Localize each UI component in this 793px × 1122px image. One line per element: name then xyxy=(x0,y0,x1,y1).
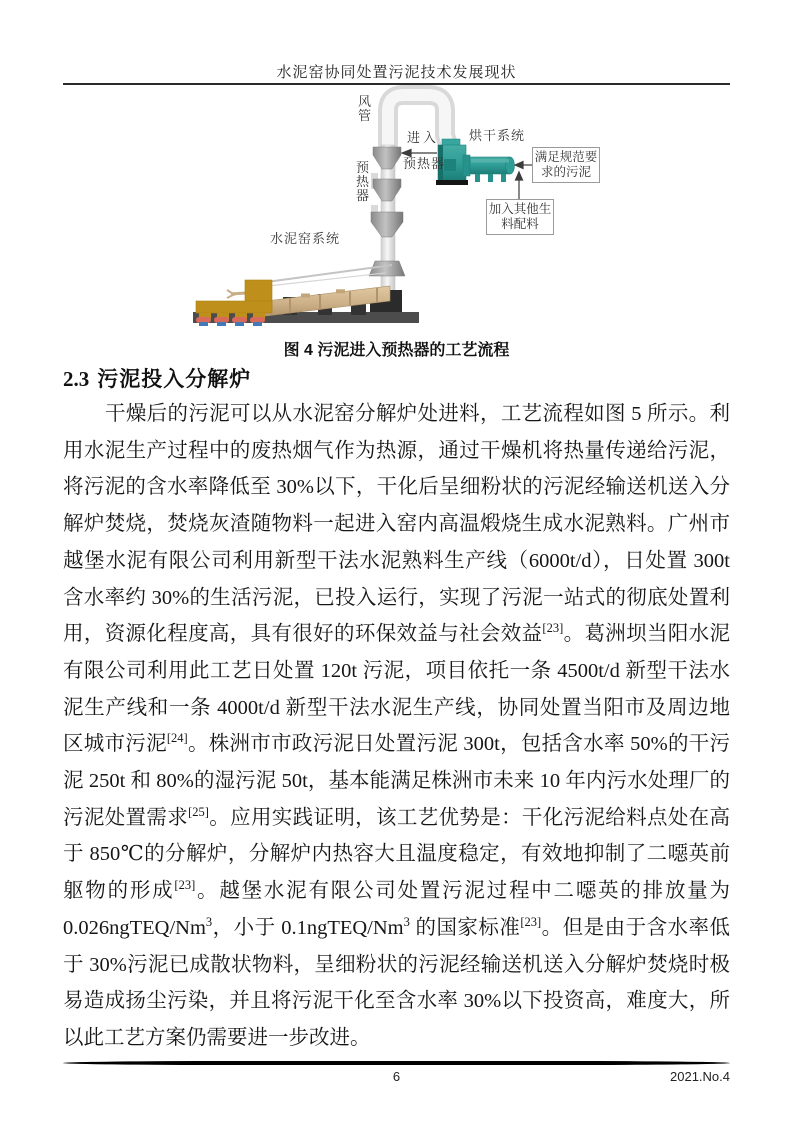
body-paragraph xyxy=(63,396,730,1057)
paragraph-text: 。葛洲坝当阳水泥有限公司利用此工艺日处置 120t 污泥，项目依托一条 4500t/d 新型干法水泥生产线和一条 4000t/d 新型干法水泥生产线，协同处置当阳市及周边地区城市污泥 xyxy=(63,623,731,756)
figure-caption: 图 4 污泥进入预热器的工艺流程 xyxy=(283,342,510,359)
section-number: 2.3 xyxy=(63,367,90,391)
citation-superscript: [23] xyxy=(174,878,196,893)
footer-rule xyxy=(63,1061,730,1065)
paragraph-text: 。越堡水泥有限公司处置污泥过程中二噁英的排放量为 0.026ngTEQ/Nm xyxy=(63,880,731,939)
citation-superscript: [23] xyxy=(542,621,564,636)
paragraph-text: 。应用实践证明，该工艺优势是：干化污泥给料点处在高于 850℃的分解炉，分解炉内热容大且温度稳定，有效地抑制了二噁英前躯物的形成 xyxy=(63,806,731,903)
cyclone xyxy=(373,147,401,169)
label-kiln-system: 水泥窑系统 xyxy=(270,231,341,246)
section-title: 污泥投入分解炉 xyxy=(97,368,252,391)
section-heading xyxy=(63,363,730,393)
figure-4 xyxy=(185,85,605,343)
paragraph-text: 的国家标准 xyxy=(409,916,521,939)
citation-superscript: [23] xyxy=(520,915,542,930)
paragraph-text: 。株洲市市政污泥日处置污泥 300t，包括含水率 50%的干污泥 250t 和 80%的湿污泥 50t，基本能满足株洲市未来 10 年内污水处理厂的污泥处置需求 xyxy=(63,733,730,829)
clinker-cooler xyxy=(196,280,272,326)
cyclone xyxy=(371,212,403,237)
citation-superscript: [25] xyxy=(188,804,209,819)
citation-superscript: 3 xyxy=(205,915,213,930)
paragraph-text: 干燥后的污泥可以从水泥窑分解炉处进料，工艺流程如图 5 所示。利用水泥生产过程中的废热烟气作为热源，通过干燥机将热量传递给污泥，将污泥的含水率降低至 30%以下，干化后呈细粉状的污泥经输送机送入分解炉焚烧，焚烧灰渣随物料一起进入窑内高温煅烧生成水泥熟料。广州市越堡水泥有限公司利用新型干法水泥熟料生产线（6000t/d），日处置 300t 含水率约 30%的生活污泥，已投入运行，实现了污泥一站式的彻底处置利用，资源化程度高，具有很好的环保效益与社会效益 xyxy=(63,403,730,646)
box-qualified-sludge: 满足规范要求的污泥 xyxy=(532,147,600,183)
citation-superscript: [24] xyxy=(166,731,188,746)
citation-superscript: 3 xyxy=(403,915,410,930)
label-air-duct: 风管 xyxy=(357,94,371,123)
cyclone xyxy=(373,179,401,201)
page-header-title: 水泥窑协同处置污泥技术发展现状 xyxy=(276,65,517,81)
paragraph-text: 。但是由于含水率低于 30%污泥已成散状物料，呈细粉状的污泥经输送机送入分解炉焚烧时极易造成扬尘污染，并且将污泥干化至含水率 30%以下投资高，难度大，所以此工艺方案仍需要进一步改进。 xyxy=(63,916,731,1049)
label-preheater: 预热器 xyxy=(355,160,369,203)
label-enter-preheater: 预热器 xyxy=(403,156,446,171)
label-enter: 进入 xyxy=(407,130,440,145)
footer-page-number: 6 xyxy=(392,1069,401,1084)
label-drying-system: 烘干系统 xyxy=(469,128,526,143)
box-add-materials: 加入其他生料配料 xyxy=(486,199,554,235)
dryer-machine xyxy=(436,139,515,185)
paragraph-text: ，小于 0.1ngTEQ/Nm xyxy=(212,916,404,939)
footer-issue: 2021.No.4 xyxy=(670,1069,730,1084)
